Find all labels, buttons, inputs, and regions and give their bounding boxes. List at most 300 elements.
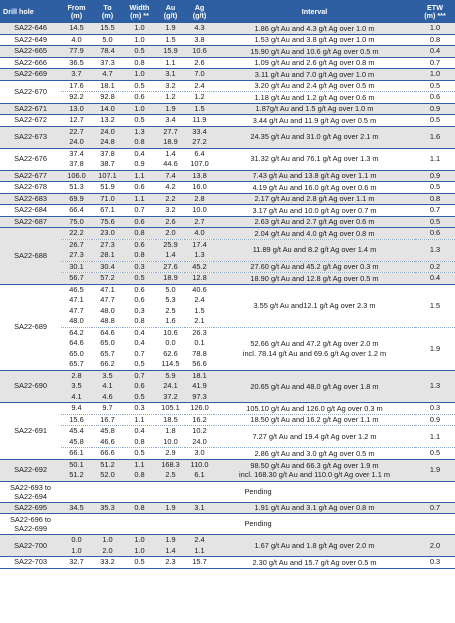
width-cell: 0.5 [123, 359, 156, 370]
etw-cell: 1.0 [415, 23, 455, 34]
width-cell: 0.6 [123, 216, 156, 228]
from-cell: 27.3 [61, 250, 92, 261]
interval-cell: 52.66 g/t Au and 47.2 g/t Ag over 2.0 m incl. 78.14 g/t Au and 69.6 g/t Ag over 1.2 m [214, 327, 415, 370]
from-cell: 64.2 [69, 327, 84, 337]
interval-cell: 1.09 g/t Au and 2.6 g/t Ag over 0.8 m [214, 57, 415, 69]
to-cell: 66.6 [92, 448, 123, 460]
table-row [0, 34, 455, 46]
to-cell: 23.0 [92, 228, 123, 240]
interval-cell: 3.55 g/t Au and12.1 g/t Ag over 2.3 m [214, 284, 415, 327]
interval-cell: 20.65 g/t Au and 48.0 g/t Ag over 1.8 m [214, 370, 415, 403]
width-cell: 0.8 [123, 316, 156, 327]
table-row [0, 170, 455, 182]
drill-hole-cell: SA22-672 [0, 115, 61, 127]
au-cell: 2.5 [165, 305, 176, 315]
ag-cell: 6.4 [194, 148, 205, 158]
interval-cell: 3.17 g/t Au and 10.0 g/t Ag over 0.7 m [214, 205, 415, 217]
table-row [0, 239, 455, 250]
width-cell: 0.3 [123, 261, 156, 273]
etw-cell: 1.9 [415, 327, 455, 370]
interval-cell: 24.35 g/t Au and 31.0 g/t Ag over 2.1 m [214, 126, 415, 148]
from-cell: 47.7 [69, 305, 84, 315]
from-cell: 66.4 [61, 205, 92, 217]
to-cell: 4.1 [92, 381, 123, 392]
etw-cell: 0.7 [415, 205, 455, 217]
table-row [0, 80, 455, 92]
to-cell: 57.2 [92, 273, 123, 285]
from-cell: 13.0 [61, 103, 92, 115]
etw-cell: 0.6 [415, 92, 455, 104]
au-cell: 2.9 [156, 448, 185, 460]
ag-cell: 3.0 [185, 448, 214, 460]
to-cell: 9.7 [92, 403, 123, 415]
width-cell: 0.3 [123, 403, 156, 415]
au-cell: 5.3 [165, 295, 176, 305]
table-row [0, 103, 455, 115]
au-cell: 3.2 [156, 80, 185, 92]
drill-hole-cell: SA22-692 [0, 459, 61, 481]
to-cell: 45.8 [100, 426, 115, 436]
to-cell: 75.6 [92, 216, 123, 228]
width-cell: 0.8 [123, 502, 156, 514]
au-cell: 1.4 [156, 250, 185, 261]
etw-cell: 0.2 [415, 261, 455, 273]
to-cell: 33.2 [92, 557, 123, 569]
drill-hole-cell: SA22-666 [0, 57, 61, 69]
to-cell: 5.0 [92, 34, 123, 46]
ag-cell: 1.5 [185, 103, 214, 115]
interval-cell: 1.91 g/t Au and 3.1 g/t Ag over 0.8 m [214, 502, 415, 514]
au-cell: 0.0 [165, 338, 176, 348]
au-cell: 18.9 [156, 137, 185, 148]
width-cell: 1.0 [123, 103, 156, 115]
au-cell: 1.5 [156, 34, 185, 46]
drill-hole-cell: SA22-665 [0, 46, 61, 58]
width-cell: 0.5 [123, 80, 156, 92]
interval-cell: 7.27 g/t Au and 19.4 g/t Ag over 1.2 m [214, 426, 415, 448]
to-cell: 4.6 [92, 392, 123, 403]
width-cell: 0.7 [123, 205, 156, 217]
etw-cell: 0.5 [415, 115, 455, 127]
table-row [0, 426, 455, 437]
etw-cell: 2.0 [415, 535, 455, 557]
to-cell: 37.3 [92, 57, 123, 69]
width-cell: 0.5 [123, 392, 156, 403]
width-cell: 0.8 [123, 228, 156, 240]
etw-cell: 0.9 [415, 103, 455, 115]
ag-cell: 2.4 [185, 535, 214, 546]
etw-cell: 1.3 [415, 370, 455, 403]
width-cell: 0.9 [123, 159, 156, 170]
width-cell: 0.8 [123, 470, 156, 481]
au-cell: 62.6 [163, 348, 178, 358]
table-row [0, 126, 455, 137]
from-cell: 65.0 [69, 348, 84, 358]
au-cell: 1.4 [156, 546, 185, 557]
table-row [0, 327, 455, 338]
to-cell: 38.7 [92, 159, 123, 170]
from-cell: 15.6 [61, 414, 92, 426]
drill-hole-cell: SA22-676 [0, 148, 61, 170]
ag-cell: 1.2 [185, 92, 214, 104]
width-cell: 1.0 [123, 546, 156, 557]
au-cell: 1.9 [156, 23, 185, 34]
to-cell: 2.0 [92, 546, 123, 557]
pending-cell: Pending [61, 514, 455, 535]
interval-cell: 15.90 g/t Au and 10.6 g/t Ag over 0.5 m [214, 46, 415, 58]
table-row [0, 69, 455, 81]
to-cell: 18.1 [92, 80, 123, 92]
to-cell: 78.4 [92, 46, 123, 58]
to-cell: 47.1 [100, 284, 115, 294]
interval-cell: 2.86 g/t Au and 3.0 g/t Ag over 0.5 m [214, 448, 415, 460]
au-cell: 2.0 [156, 228, 185, 240]
to-cell: 4.7 [92, 69, 123, 81]
drill-hole-cell: SA22-703 [0, 557, 61, 569]
ag-cell: 4.3 [185, 23, 214, 34]
from-cell: 51.2 [61, 470, 92, 481]
interval-cell: 7.43 g/t Au and 13.8 g/t Ag over 1.1 m [214, 170, 415, 182]
interval-cell: 98.50 g/t Au and 66.3 g/t Ag over 1.9 m incl. 168.30 g/t Au and 110.0 g/t Ag over 1.1 m [214, 459, 415, 481]
drill-hole-cell: SA22-700 [0, 535, 61, 557]
interval-cell: 3.44 g/t Au and 11.9 g/t Ag over 0.5 m [214, 115, 415, 127]
ag-cell: 1.1 [185, 546, 214, 557]
to-cell: 1.0 [92, 535, 123, 546]
interval-cell: 2.63 g/t Au and 2.7 g/t Ag over 0.6 m [214, 216, 415, 228]
width-cell: 0.5 [123, 46, 156, 58]
au-cell: 1.1 [156, 57, 185, 69]
ag-cell: 107.0 [185, 159, 214, 170]
table-row [0, 193, 455, 205]
ag-cell: 7.0 [185, 69, 214, 81]
to-cell: 30.4 [92, 261, 123, 273]
au-cell: 1.4 [165, 148, 176, 158]
to-cell: 65.7 [100, 348, 115, 358]
au-cell: 10.6 [163, 327, 178, 337]
table-row [0, 535, 455, 546]
table-row [0, 182, 455, 194]
table-row [0, 557, 455, 569]
to-cell: 48.8 [92, 316, 123, 327]
width-cell: 0.8 [123, 137, 156, 148]
to-cell: 13.2 [92, 115, 123, 127]
from-cell: 66.1 [61, 448, 92, 460]
to-cell: 51.2 [92, 459, 123, 470]
table-row [0, 459, 455, 470]
width-cell: 1.0 [123, 23, 156, 34]
table-row [0, 481, 455, 502]
etw-cell: 1.5 [415, 284, 455, 327]
from-cell: 50.1 [61, 459, 92, 470]
from-cell: 26.7 [61, 239, 92, 250]
interval-cell: 31.32 g/t Au and 76.1 g/t Ag over 1.3 m [214, 148, 415, 170]
from-cell: 37.8 [61, 159, 92, 170]
interval-cell: 2.30 g/t Au and 15.7 g/t Ag over 0.5 m [214, 557, 415, 569]
ag-cell: 12.8 [185, 273, 214, 285]
col-from: From (m) [61, 0, 92, 23]
au-cell: 27.7 [156, 126, 185, 137]
width-cell: 0.7 [123, 370, 156, 381]
table-row [0, 514, 455, 535]
width-cell: 0.8 [123, 250, 156, 261]
to-cell: 24.8 [92, 137, 123, 148]
ag-cell: 2.6 [185, 57, 214, 69]
to-cell: 16.7 [92, 414, 123, 426]
etw-cell: 1.6 [415, 126, 455, 148]
ag-cell: 56.6 [185, 359, 214, 370]
from-cell: 48.0 [61, 316, 92, 327]
from-cell: 3.7 [61, 69, 92, 81]
ag-cell: 10.2 [192, 426, 207, 436]
from-cell: 32.7 [61, 557, 92, 569]
au-cell: 1.6 [156, 316, 185, 327]
table-row [0, 284, 455, 295]
from-cell: 2.8 [61, 370, 92, 381]
drill-hole-cell: SA22-678 [0, 182, 61, 194]
ag-cell: 10.0 [185, 205, 214, 217]
au-cell: 18.5 [156, 414, 185, 426]
drill-hole-cell: SA22-691 [0, 403, 61, 460]
to-cell: 107.1 [92, 170, 123, 182]
table-row [0, 148, 455, 159]
ag-cell: 45.2 [185, 261, 214, 273]
table-row [0, 273, 455, 285]
from-cell: 22.2 [61, 228, 92, 240]
width-cell: 0.5 [123, 273, 156, 285]
etw-cell: 0.5 [415, 182, 455, 194]
to-cell: 47.7 [100, 295, 115, 305]
interval-cell: 4.19 g/t Au and 16.0 g/t Ag over 0.6 m [214, 182, 415, 194]
to-cell: 64.6 [100, 327, 115, 337]
au-cell: 1.2 [156, 92, 185, 104]
from-cell: 77.9 [61, 46, 92, 58]
width-cell: 0.4 [134, 426, 145, 436]
width-cell: 0.6 [134, 295, 145, 305]
etw-cell: 0.9 [415, 414, 455, 426]
width-cell: 0.4 [134, 338, 145, 348]
ag-cell: 4.0 [185, 228, 214, 240]
from-cell: 36.5 [61, 57, 92, 69]
from-cell: 3.5 [61, 381, 92, 392]
width-cell: 0.6 [134, 284, 145, 294]
width-cell: 0.4 [134, 327, 145, 337]
drill-hole-cell: SA22-693 to SA22-694 [0, 481, 61, 502]
etw-cell: 0.8 [415, 193, 455, 205]
col-width: Width (m) ** [123, 0, 156, 23]
ag-cell: 3.1 [185, 502, 214, 514]
from-cell: 24.0 [61, 137, 92, 148]
table-row [0, 23, 455, 34]
au-cell: 1.9 [156, 103, 185, 115]
from-cell: 92.2 [61, 92, 92, 104]
drill-hole-cell: SA22-669 [0, 69, 61, 81]
au-cell: 3.4 [156, 115, 185, 127]
width-cell: 1.1 [123, 459, 156, 470]
drill-hole-cell: SA22-683 [0, 193, 61, 205]
etw-cell: 0.5 [415, 448, 455, 460]
from-cell: 69.9 [61, 193, 92, 205]
interval-cell: 1.67 g/t Au and 1.8 g/t Ag over 2.0 m [214, 535, 415, 557]
ag-cell: 33.4 [185, 126, 214, 137]
interval-cell: 1.18 g/t Au and 1.2 g/t Ag over 0.6 m [214, 92, 415, 104]
from-cell: 9.4 [61, 403, 92, 415]
width-cell: 0.4 [134, 148, 145, 158]
to-cell: 3.5 [92, 370, 123, 381]
from-cell: 12.7 [61, 115, 92, 127]
etw-cell: 0.5 [415, 80, 455, 92]
width-cell: 1.1 [123, 414, 156, 426]
drill-hole-cell: SA22-670 [0, 80, 61, 103]
from-cell: 30.1 [61, 261, 92, 273]
col-ag: Ag (g/t) [185, 0, 214, 23]
from-cell: 47.1 [69, 295, 84, 305]
au-cell: 44.6 [156, 159, 185, 170]
au-cell: 4.2 [156, 182, 185, 194]
interval-cell: 18.50 g/t Au and 16.2 g/t Ag over 1.1 m [214, 414, 415, 426]
ag-cell: 2.8 [185, 193, 214, 205]
from-cell: 37.4 [69, 148, 84, 158]
etw-cell: 1.1 [415, 148, 455, 170]
interval-cell: 1.86 g/t Au and 4.3 g/t Ag over 1.0 m [214, 23, 415, 34]
ag-cell: 40.6 [192, 284, 207, 294]
table-row [0, 57, 455, 69]
ag-cell: 2.1 [185, 316, 214, 327]
to-cell: 71.0 [92, 193, 123, 205]
to-cell: 66.2 [92, 359, 123, 370]
table-row [0, 115, 455, 127]
from-cell: 0.0 [61, 535, 92, 546]
to-cell: 51.9 [92, 182, 123, 194]
etw-cell: 0.3 [415, 557, 455, 569]
ag-cell: 16.2 [185, 414, 214, 426]
table-row [0, 216, 455, 228]
ag-cell: 13.8 [185, 170, 214, 182]
to-cell: 52.0 [92, 470, 123, 481]
etw-cell: 0.6 [415, 228, 455, 240]
interval-cell: 3.11 g/t Au and 7.0 g/t Ag over 1.0 m [214, 69, 415, 81]
ag-cell: 2.4 [185, 80, 214, 92]
drill-hole-cell: SA22-688 [0, 228, 61, 285]
from-cell: 1.0 [61, 546, 92, 557]
ag-cell: 15.7 [185, 557, 214, 569]
ag-cell: 78.8 [192, 348, 207, 358]
interval-cell: 1.53 g/t Au and 3.8 g/t Ag over 1.0 m [214, 34, 415, 46]
to-cell: 14.0 [92, 103, 123, 115]
from-cell: 4.1 [61, 392, 92, 403]
table-row [0, 403, 455, 415]
au-cell: 5.0 [165, 284, 176, 294]
ag-cell: 126.0 [185, 403, 214, 415]
table-row [0, 205, 455, 217]
interval-cell: 18.90 g/t Au and 12.8 g/t Ag over 0.5 m [214, 273, 415, 285]
width-cell: 0.5 [123, 115, 156, 127]
table-row [0, 228, 455, 240]
width-cell: 1.0 [123, 535, 156, 546]
drill-hole-cell: SA22-687 [0, 216, 61, 228]
width-cell: 0.6 [123, 381, 156, 392]
au-cell: 1.9 [156, 502, 185, 514]
drill-hole-cell: SA22-696 to SA22-699 [0, 514, 61, 535]
au-cell: 25.9 [156, 239, 185, 250]
ag-cell: 2.4 [194, 295, 205, 305]
from-cell: 17.6 [61, 80, 92, 92]
table-body [0, 23, 455, 568]
au-cell: 168.3 [156, 459, 185, 470]
width-cell: 0.6 [123, 92, 156, 104]
to-cell: 48.0 [100, 305, 115, 315]
width-cell: 0.6 [123, 239, 156, 250]
au-cell: 105.1 [156, 403, 185, 415]
width-cell: 0.8 [123, 57, 156, 69]
table-row [0, 92, 455, 104]
ag-cell: 3.8 [185, 34, 214, 46]
table-row [0, 414, 455, 426]
au-cell: 2.3 [156, 557, 185, 569]
interval-cell: 105.10 g/t Au and 126.0 g/t Ag over 0.3 m [214, 403, 415, 415]
drill-hole-cell: SA22-649 [0, 34, 61, 46]
au-cell: 7.4 [156, 170, 185, 182]
width-cell: 0.6 [123, 182, 156, 194]
from-cell: 64.6 [69, 338, 84, 348]
width-cell: 0.8 [123, 437, 156, 448]
au-cell: 18.9 [156, 273, 185, 285]
ag-cell: 97.3 [185, 392, 214, 403]
table-row [0, 370, 455, 381]
from-cell: 75.0 [61, 216, 92, 228]
interval-cell: 3.20 g/t Au and 2.4 g/t Ag over 0.5 m [214, 80, 415, 92]
au-cell: 37.2 [156, 392, 185, 403]
table-row [0, 261, 455, 273]
ag-cell: 17.4 [185, 239, 214, 250]
to-cell: 46.6 [92, 437, 123, 448]
to-cell: 37.8 [100, 148, 115, 158]
col-to: To (m) [92, 0, 123, 23]
from-cell: 4.0 [61, 34, 92, 46]
width-cell: 0.7 [134, 348, 145, 358]
pending-cell: Pending [61, 481, 455, 502]
to-cell: 15.5 [92, 23, 123, 34]
width-cell: 0.5 [123, 557, 156, 569]
from-cell: 22.7 [61, 126, 92, 137]
ag-cell: 1.5 [194, 305, 205, 315]
drill-hole-cell: SA22-671 [0, 103, 61, 115]
from-cell: 14.5 [61, 23, 92, 34]
etw-cell: 0.9 [415, 170, 455, 182]
drill-hole-cell: SA22-689 [0, 284, 61, 370]
interval-cell: 1.87g/t Au and 1.5 g/t Ag over 1.0 m [214, 103, 415, 115]
table-row [0, 502, 455, 514]
etw-cell: 1.1 [415, 426, 455, 448]
drill-hole-cell: SA22-673 [0, 126, 61, 148]
au-cell: 114.5 [156, 359, 185, 370]
ag-cell: 27.2 [185, 137, 214, 148]
ag-cell: 18.1 [185, 370, 214, 381]
au-cell: 2.6 [156, 216, 185, 228]
drill-hole-cell: SA22-695 [0, 502, 61, 514]
au-cell: 24.1 [156, 381, 185, 392]
col-etw: ETW (m) *** [415, 0, 455, 23]
to-cell: 67.1 [92, 205, 123, 217]
ag-cell: 110.0 [185, 459, 214, 470]
width-cell: 1.1 [123, 170, 156, 182]
width-cell: 1.0 [123, 34, 156, 46]
col-au: Au (g/t) [156, 0, 185, 23]
interval-cell: 2.17 g/t Au and 2.8 g/t Ag over 1.1 m [214, 193, 415, 205]
ag-cell: 41.9 [185, 381, 214, 392]
au-cell: 1.8 [165, 426, 176, 436]
width-cell: 1.0 [123, 69, 156, 81]
interval-cell: 11.89 g/t Au and 8.2 g/t Ag over 1.4 m [214, 239, 415, 261]
